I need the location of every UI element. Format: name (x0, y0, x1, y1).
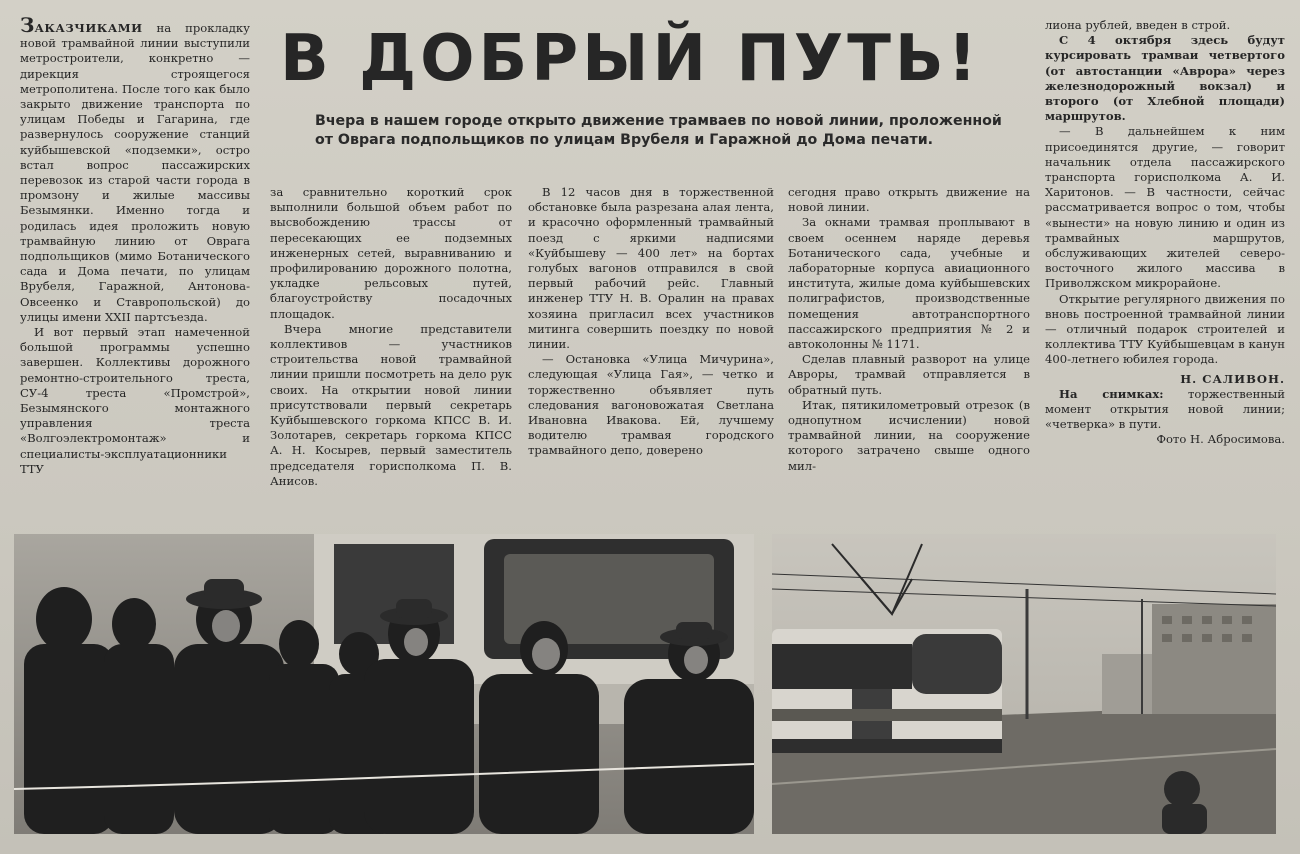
col1-paragraph-2: И вот первый этап намеченной большой программы успешно завершен. Коллективы дорожного ремонтно-строительного треста, СУ-4 треста «Промстрой», Безымянского монтажного управления треста «Волгоэлектромонтаж» и специалисты-эксплуатационники ТТУ (20, 325, 250, 476)
col3-paragraph-1: В 12 часов дня в торжественной обстановке была разрезана алая лента, и красочно оформленный трамвайный поезд с яркими надписями «Куйбышеву — 400 лет» на бортах голубых вагонов отправился в свой первый рабочий рейс. Главный инженер ТТУ Н. В. Оралин на правах хозяина пригласил всех участников митинга совершить поездку по новой линии. (528, 185, 774, 352)
col4-paragraph-1: сегодня право открыть движение на новой линии. (788, 185, 1030, 215)
tram-on-street-photo-image (772, 534, 1276, 834)
ribbon-cutting-photo-image (14, 534, 754, 834)
photo-credit: Фото Н. Абросимова. (1156, 432, 1285, 447)
caption-label: На снимках: (1059, 386, 1164, 401)
col1-paragraph-1 (20, 13, 250, 325)
caption-text: торжественный момент открытия новой линии; «четверка» в пути. (1045, 386, 1285, 432)
lead-word: АКАЗЧИКАМИ (34, 21, 143, 35)
column-1 (20, 13, 250, 477)
dropcap: З (20, 13, 35, 37)
col2-paragraph-2: Вчера многие представители коллективов — участников строительства новой трамвайной линии пришли посмотреть на дело рук своих. На открытии новой линии присутствовали первый секретарь Куйбышевского горкома КПСС В. И. Золотарев, секретарь горкома КПСС А. Н. Косырев, первый заместитель председателя горисполкома П. В. Анисов. (270, 321, 512, 488)
photo-caption (1045, 387, 1285, 433)
col5-paragraph-4: Открытие регулярного движения по вновь построенной трамвайной линии — отличный подарок строителей и коллектива ТТУ Куйбышевцам в канун 400-летнего юбилея города. (1045, 291, 1285, 367)
column-4 (788, 185, 1030, 474)
col4-paragraph-4: Итак, пятикилометровый отрезок (в однопутном исчислении) новой трамвайной линии, на сооружение которого затрачено свыше одного мил- (788, 397, 1030, 473)
column-2 (270, 185, 512, 489)
col3-paragraph-2: — Остановка «Улица Мичурина», следующая «Улица Гая», — четко и торжественно объявляет путь следования вагоновожатая Светлана Ивановна Ивакова. Ей, лучшему водителю трамвая городского трамвайного депо, доверено (528, 352, 774, 458)
col4-paragraph-2: За окнами трамвая проплывают в своем осеннем наряде деревья Ботанического сада, учебные и лабораторные корпуса авиационного института, жилые дома куйбышевских полиграфистов, производственные помещения автотранспортного пассажирского предприятия № 2 и автоколонны № 1171. (788, 215, 1030, 352)
author-signature: Н. САЛИВОН. (1180, 371, 1285, 386)
headline: В ДОБРЫЙ ПУТЬ! (280, 22, 981, 96)
col5-paragraph-3: — В дальнейшем к ним присоединятся другие, — говорит начальник отдела пассажирского транспорта горисполкома А. И. Харитонов. — В частности, сейчас рассматривается вопрос о том, чтобы «вынести» на новую линию и один из трамвайных маршрутов, обслуживающих жителей северо-восточного жилого массива в Приволжском микрорайоне. (1045, 124, 1285, 291)
col1-text-1: на прокладку новой трамвайной линии выступили метростроители, конкретно — дирекция строящегося метрополитена. После того как было закрыто движение транспорта по улицам Победы и Гагарина, где развернулось сооружение станций куйбышевской «подземки», остро встал вопрос пассажирских перевозок из старой части города в промзону и жилые массивы Безымянки. Именно тогда и родилась идея проложить новую трамвайную линию от Оврага подпольщиков (мимо Ботанического сада и Дома печати, по улицам Врубеля, Гаражной, Антонова-Овсеенко и Ставропольской) до улицы имени XXII партсъезда. (20, 21, 250, 324)
subhead: Вчера в нашем городе открыто движение трамваев по новой линии, проложенной от Оврага подпольщиков по улицам Врубеля и Гаражной до Дома печати. (315, 113, 1002, 148)
col5-paragraph-1: лиона рублей, введен в строй. (1045, 18, 1231, 32)
col2-paragraph-1: за сравнительно короткий срок выполнили большой объем работ по высвобождению трассы от пересекающих ее подземных инженерных сетей, выравниванию и профилированию дорожного полотна, укладке рельсовых путей, благоустройству посадочных площадок. (270, 185, 512, 321)
col4-paragraph-3: Сделав плавный разворот на улице Авроры, трамвай отправляется в обратный путь. (788, 352, 1030, 397)
tram-on-street-photo (772, 534, 1276, 834)
column-3 (528, 185, 774, 459)
column-5 (1045, 18, 1285, 448)
col5-paragraph-2: С 4 октября здесь будут курсировать трамваи четвертого (от автостанции «Аврора» через железнодорожный вокзал) и второго (от Хлебной площади) маршрутов. (1045, 33, 1285, 124)
ribbon-cutting-photo (14, 534, 754, 834)
